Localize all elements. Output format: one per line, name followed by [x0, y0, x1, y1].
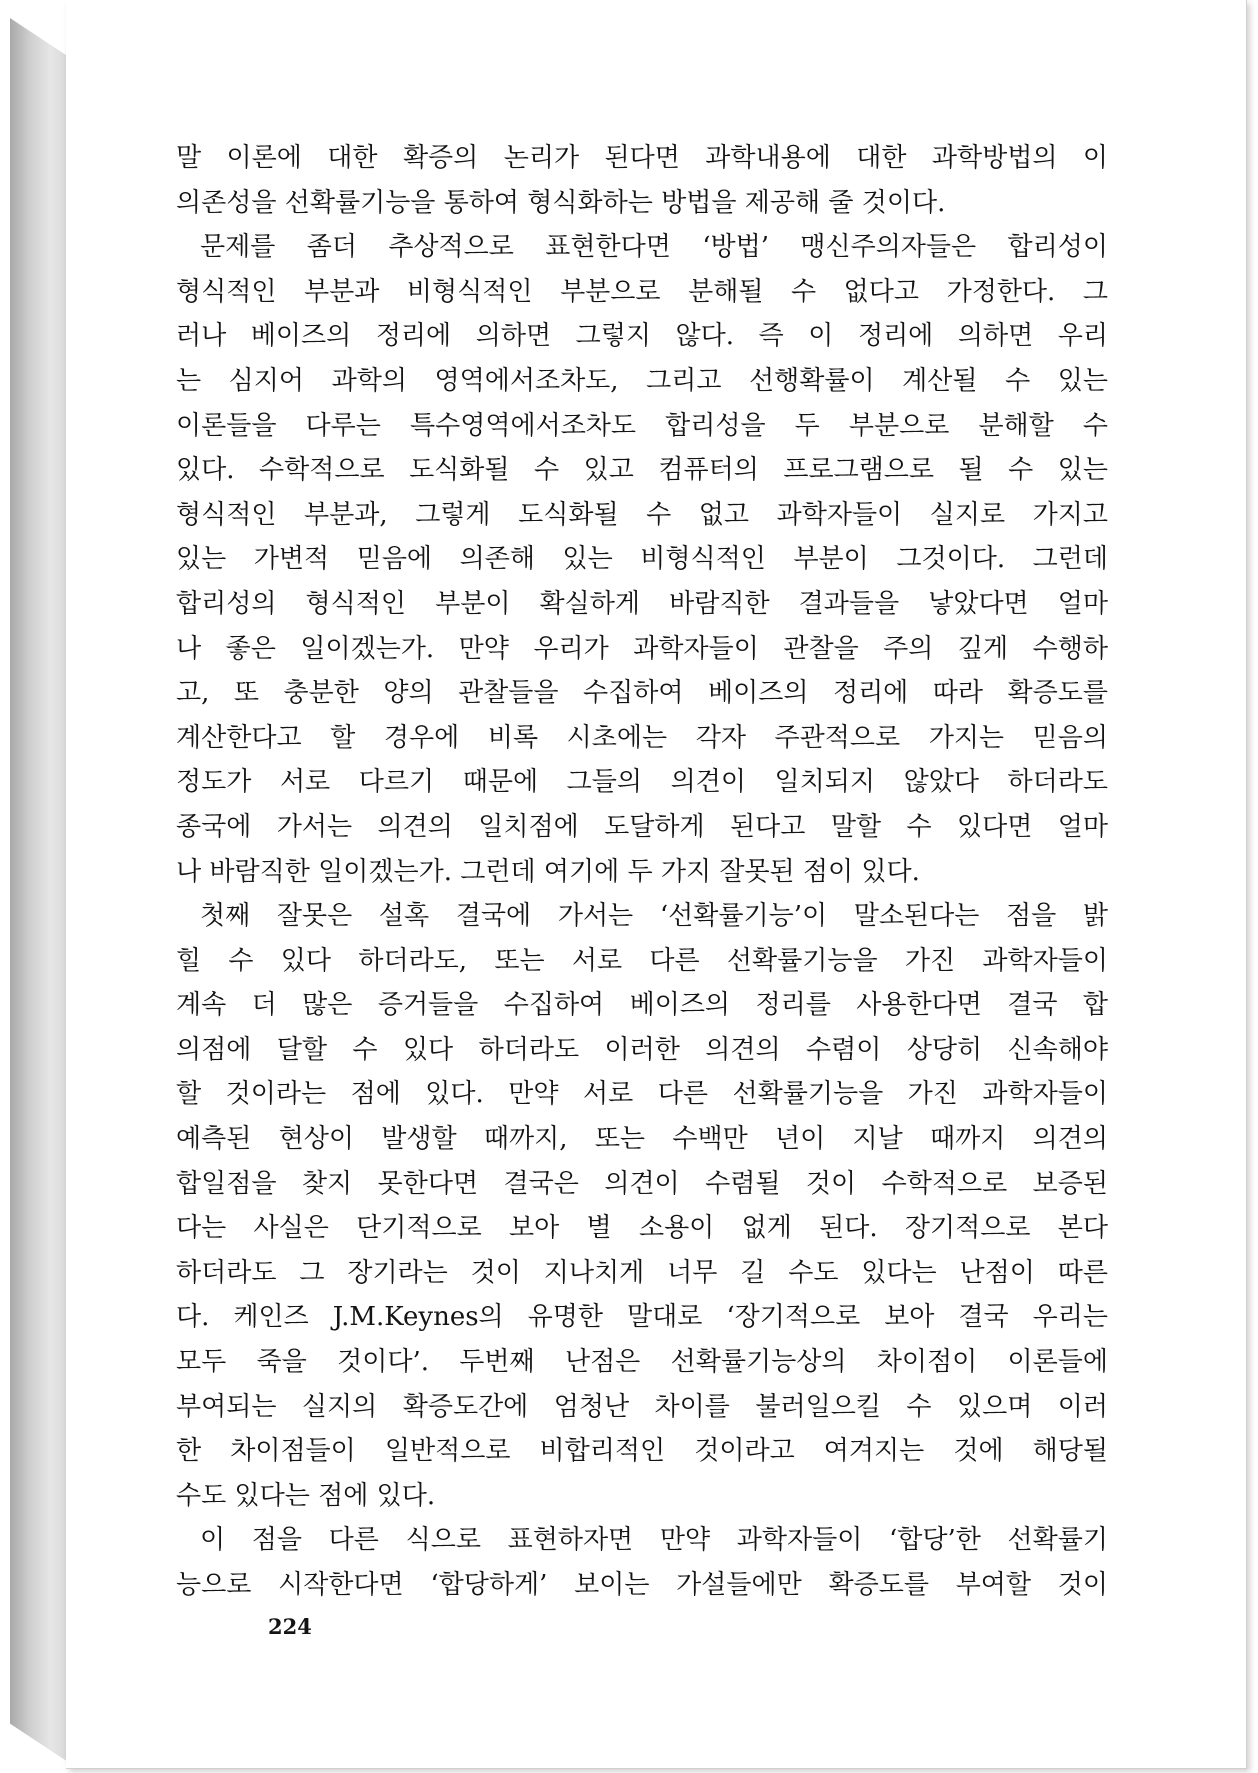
text-line: 모두 죽을 것이다’. 두번째 난점은 선확률기능상의 차이점이 이론들에 [176, 1347, 1108, 1378]
body-text [176, 136, 1108, 1608]
text-line: 형식적인 부분과, 그렇게 도식화될 수 없고 과학자들이 실지로 가지고 [176, 499, 1108, 530]
text-line: 이론들을 다루는 특수영역에서조차도 합리성을 두 부분으로 분해할 수 [176, 410, 1108, 441]
text-line: 한 차이점들이 일반적으로 비합리적인 것이라고 여겨지는 것에 해당될 [176, 1436, 1108, 1467]
text-line: 말 이론에 대한 확증의 논리가 된다면 과학내용에 대한 과학방법의 이 [176, 143, 1108, 173]
text-line: 정도가 서로 다르기 때문에 그들의 의견이 일치되지 않았다 하더라도 [176, 767, 1108, 798]
text-line: 합리성의 형식적인 부분이 확실하게 바람직한 결과들을 낳았다면 얼마 [176, 588, 1108, 619]
text-line: 있다. 수학적으로 도식화될 수 있고 컴퓨터의 프로그램으로 될 수 있는 [176, 455, 1108, 486]
text-line: 합일점을 찾지 못한다면 결국은 의견이 수렴될 것이 수학적으로 보증된 [176, 1168, 1108, 1199]
text-line: 계속 더 많은 증거들을 수집하여 베이즈의 정리를 사용한다면 결국 합 [176, 990, 1108, 1021]
text-line: 나 좋은 일이겠는가. 만약 우리가 과학자들이 관찰을 주의 깊게 수행하 [176, 633, 1108, 664]
text-line: 할 것이라는 점에 있다. 만약 서로 다른 선확률기능을 가진 과학자들이 [176, 1079, 1108, 1110]
text-line: 능으로 시작한다면 ‘합당하게’ 보이는 가설들에만 확증도를 부여할 것이 [176, 1570, 1108, 1600]
book-spine [10, 18, 68, 1762]
text-line: 있는 가변적 믿음에 의존해 있는 비형식적인 부분이 그것이다. 그런데 [176, 544, 1108, 575]
text-line: 문제를 좀더 추상적으로 표현한다면 ‘방법’ 맹신주의자들은 합리성이 [200, 232, 1108, 263]
text-line: 이 점을 다른 식으로 표현하자면 만약 과학자들이 ‘합당’한 선확률기 [200, 1525, 1108, 1556]
text-line: 종국에 가서는 의견의 일치점에 도달하게 된다고 말할 수 있다면 얼마 [176, 811, 1108, 842]
text-line: 형식적인 부분과 비형식적인 부분으로 분해될 수 없다고 가정한다. 그 [176, 276, 1108, 307]
text-line: 다는 사실은 단기적으로 보아 별 소용이 없게 된다. 장기적으로 본다 [176, 1213, 1108, 1244]
text-line: 계산한다고 할 경우에 비록 시초에는 각자 주관적으로 가지는 믿음의 [176, 722, 1108, 753]
text-line: 수도 있다는 점에 있다. [176, 1480, 436, 1511]
text-line: 의점에 달할 수 있다 하더라도 이러한 의견의 수렴이 상당히 신속해야 [176, 1034, 1108, 1065]
page-number: 224 [268, 1614, 312, 1639]
text-line: 예측된 현상이 발생할 때까지, 또는 수백만 년이 지날 때까지 의견의 [176, 1124, 1108, 1155]
text-line: 는 심지어 과학의 영역에서조차도, 그리고 선행확률이 계산될 수 있는 [176, 365, 1108, 396]
text-line: 힐 수 있다 하더라도, 또는 서로 다른 선확률기능을 가진 과학자들이 [176, 945, 1108, 976]
text-line: 다. 케인즈 J.M.Keynes의 유명한 말대로 ‘장기적으로 보아 결국 우리는 [176, 1302, 1108, 1333]
text-line: 하더라도 그 장기라는 것이 지나치게 너무 길 수도 있다는 난점이 따른 [176, 1257, 1108, 1288]
text-line: 첫째 잘못은 설혹 결국에 가서는 ‘선확률기능’이 말소된다는 점을 밝 [200, 901, 1108, 932]
text-line: 러나 베이즈의 정리에 의하면 그렇지 않다. 즉 이 정리에 의하면 우리 [176, 321, 1108, 352]
text-line: 고, 또 충분한 양의 관찰들을 수집하여 베이즈의 정리에 따라 확증도를 [176, 678, 1108, 709]
text-line: 부여되는 실지의 확증도간에 엄청난 차이를 불러일으킬 수 있으며 이러 [176, 1391, 1108, 1422]
text-line: 의존성을 선확률기능을 통하여 형식화하는 방법을 제공해 줄 것이다. [176, 187, 946, 218]
text-line: 나 바람직한 일이겠는가. 그런데 여기에 두 가지 잘못된 점이 있다. [176, 856, 920, 887]
